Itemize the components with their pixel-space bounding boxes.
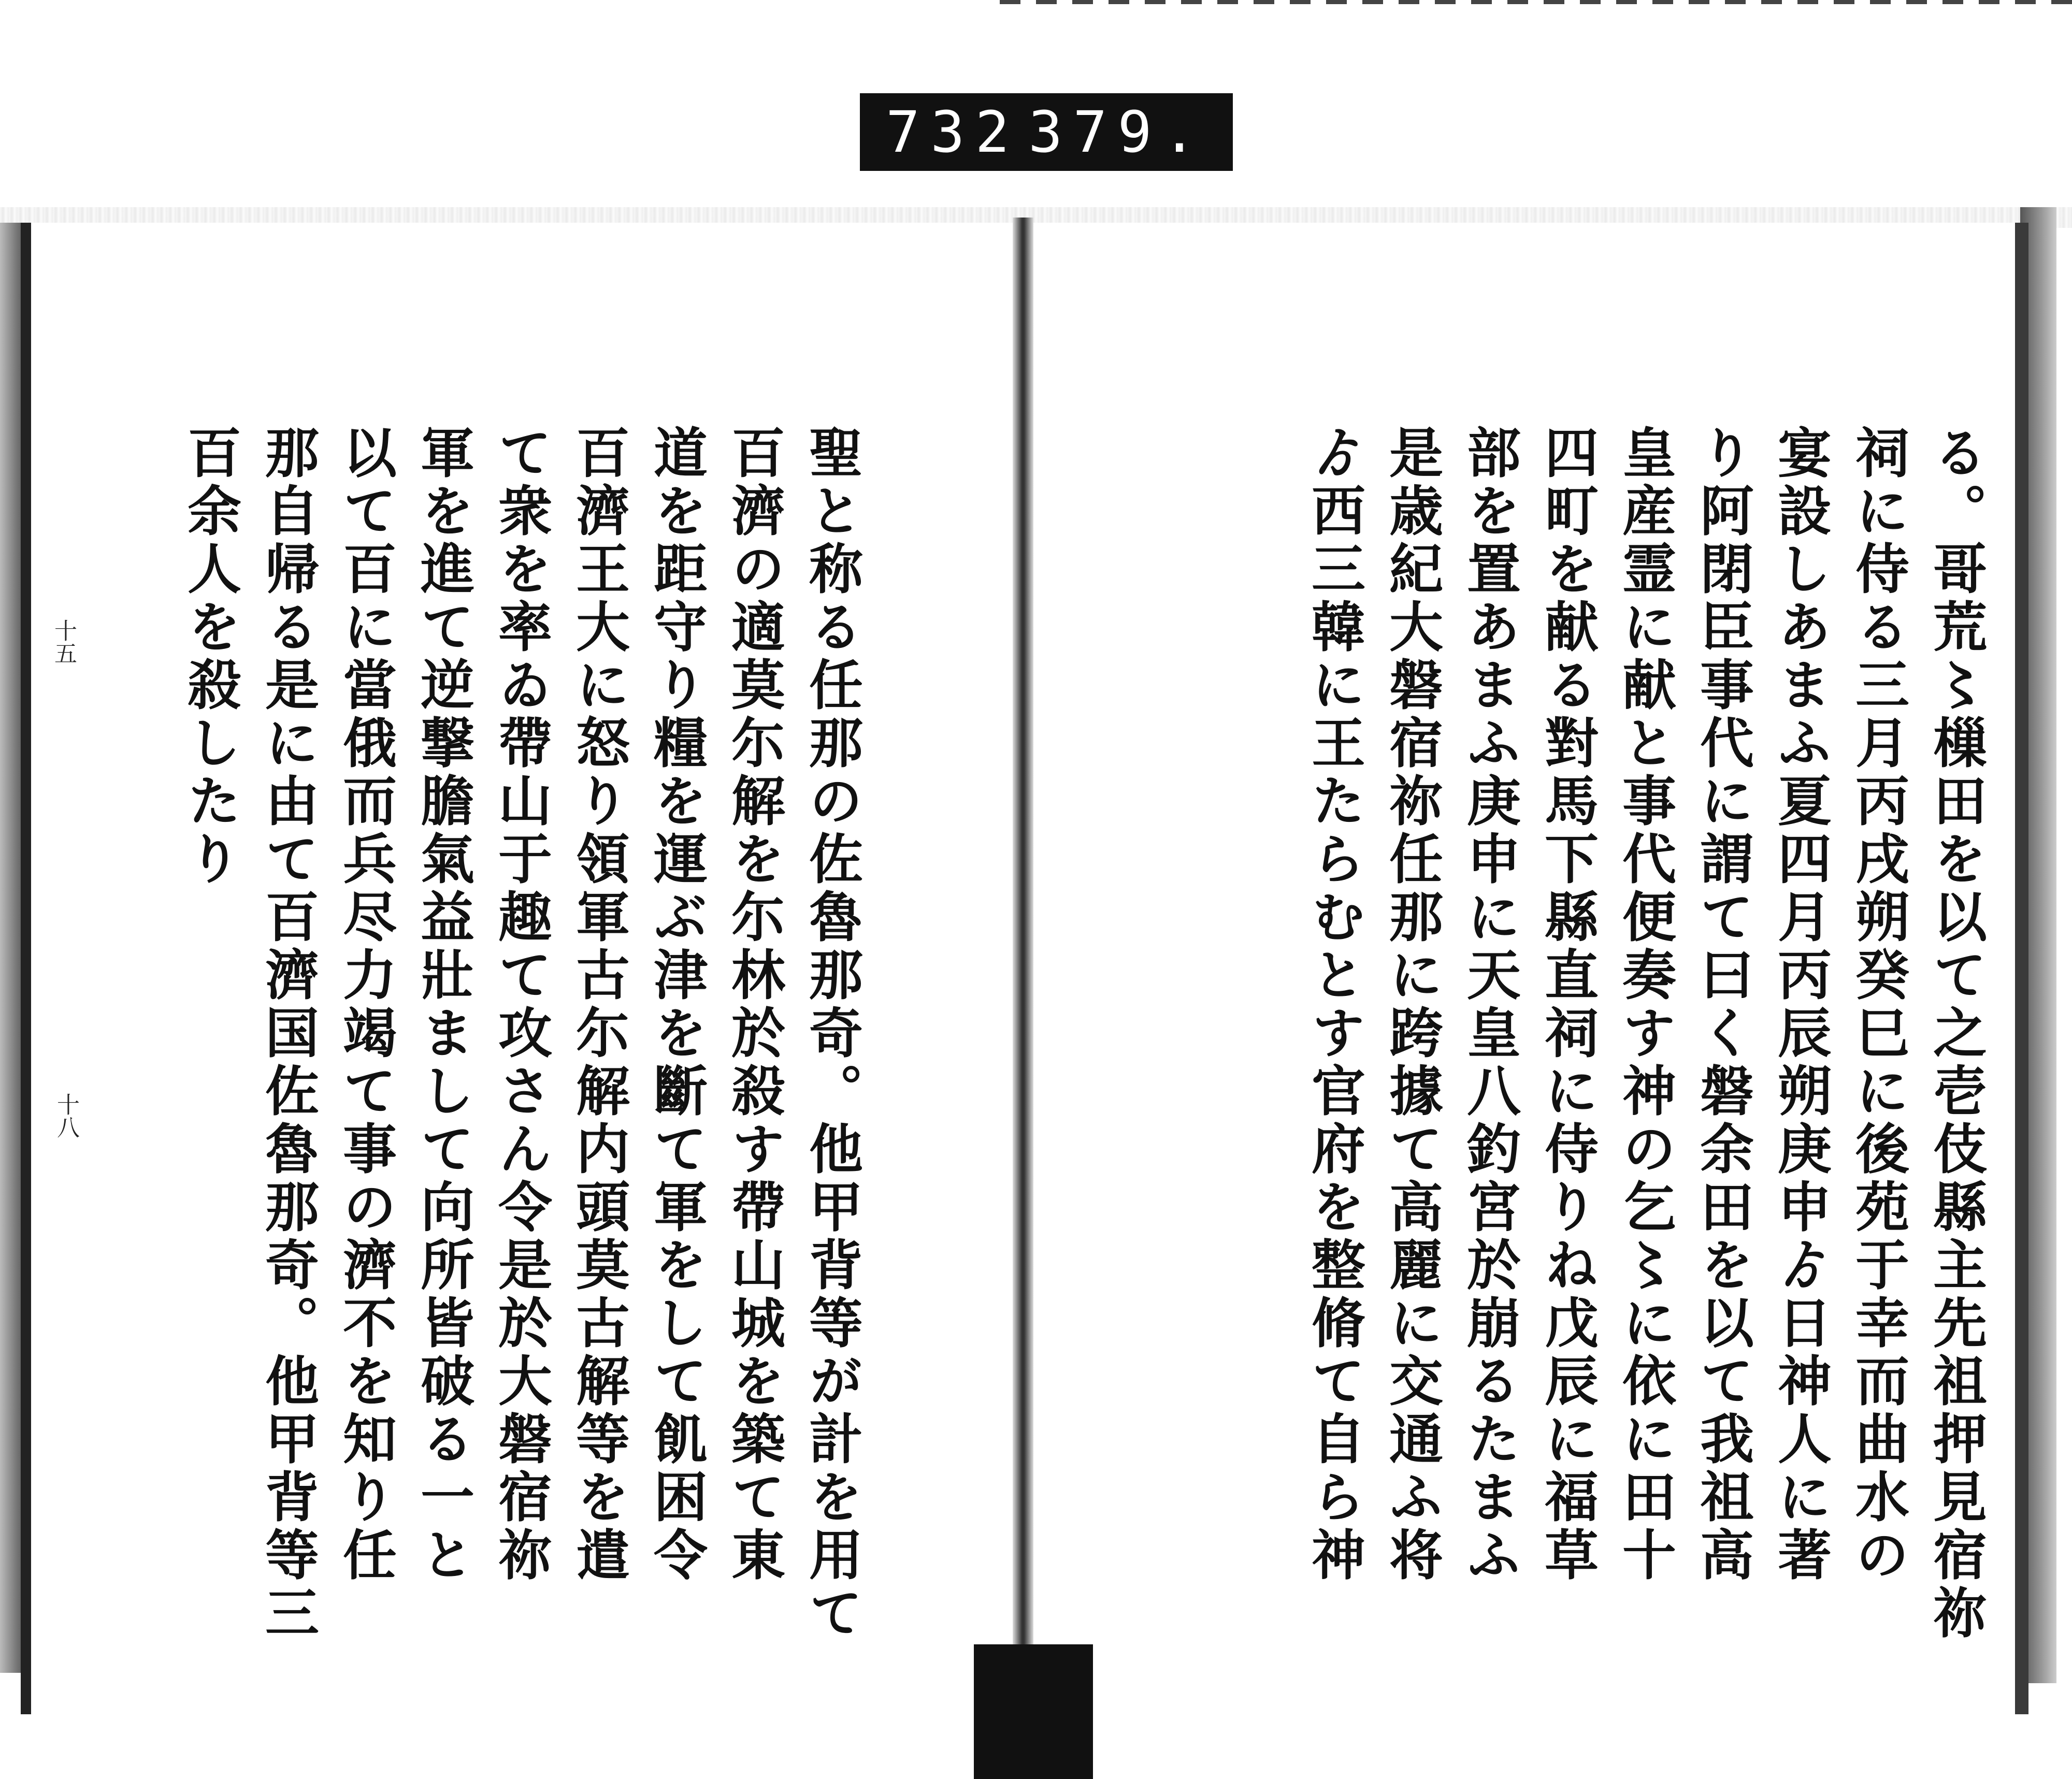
text-column: 是歳紀大磐宿祢任那に跨據て高麗に交通ふ将 bbox=[1380, 425, 1444, 1585]
folio-mark-upper: 十五 bbox=[50, 619, 77, 664]
text-column: り阿閉臣事代に謂て曰く磐余田を以て我祖高 bbox=[1691, 425, 1754, 1585]
label-number-left: 732 bbox=[886, 99, 1020, 165]
text-column: 道を距守り糧を運ぶ津を斷て軍をして飢困令 bbox=[644, 425, 708, 1585]
top-scan-marks bbox=[1000, 0, 2072, 4]
right-page-text bbox=[1228, 425, 1994, 1643]
text-column: て衆を率ゐ帶山于趣て攻さん令是於大磐宿祢 bbox=[489, 425, 553, 1585]
text-column: 祠に侍る三月丙戌朔癸巳に後苑于幸而曲水の bbox=[1846, 425, 1910, 1585]
text-column: 聖と称る任那の佐魯那奇。他甲背等が計を用て bbox=[800, 425, 864, 1643]
text-column: 四町を献る對馬下縣直祠に侍りね戊辰に福草 bbox=[1535, 425, 1599, 1585]
text-column: 那自帰る是に由て百濟国佐魯那奇。他甲背等三 bbox=[256, 425, 320, 1643]
text-column: 部を置あまふ庚申に天皇八釣宮於崩るたまふ bbox=[1458, 425, 1521, 1585]
text-column: ゟ西三韓に王たらむとす官府を整脩て自ら神 bbox=[1302, 425, 1366, 1585]
folio-mark-lower: 十八 bbox=[53, 1093, 79, 1138]
text-column: 宴設しあまふ夏四月丙辰朔庚申ゟ日神人に著 bbox=[1768, 425, 1832, 1585]
text-column: 以て百に當俄而兵尽力竭て事の濟不を知り任 bbox=[334, 425, 397, 1585]
text-column: 軍を進て逆撃膽氣益壯まして向所皆破る一と bbox=[411, 425, 475, 1585]
left-book-edge bbox=[0, 223, 21, 1673]
text-column: 百濟王大に怒り領軍古尓解内頭莫古解等を遣 bbox=[567, 425, 630, 1585]
book-gutter bbox=[1013, 218, 1033, 1719]
text-column: 百余人を殺したり bbox=[178, 425, 242, 889]
text-column: 百濟の適莫尓解を尓林於殺す帶山城を築て東 bbox=[722, 425, 786, 1585]
gutter-shadow bbox=[974, 1644, 1093, 1779]
text-column: る。哥荒〻樔田を以て之壱伎縣主先祖押見宿祢 bbox=[1924, 425, 1988, 1643]
left-page-text bbox=[88, 425, 870, 1643]
label-number-right: 379. bbox=[1028, 99, 1207, 165]
archive-label-plate bbox=[860, 93, 1233, 171]
text-column: 皇産霊に献と事代便奏す神の乞〻に依に田十 bbox=[1613, 425, 1677, 1585]
